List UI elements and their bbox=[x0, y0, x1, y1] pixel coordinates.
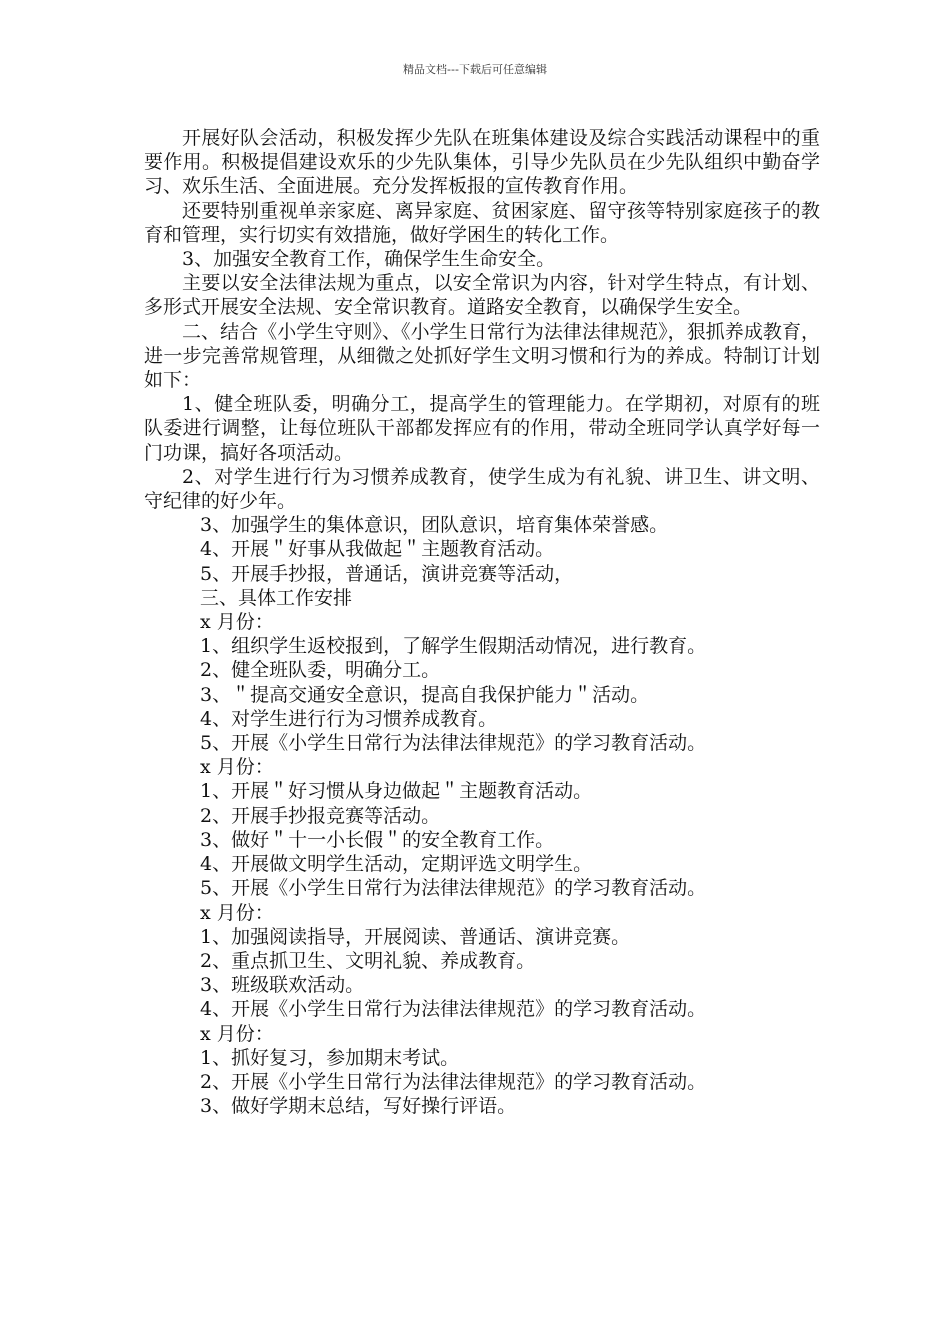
paragraph-item-1: 1、健全班队委，明确分工，提高学生的管理能力。在学期初，对原有的班队委进行调整，让每位班队干部都发挥应有的作用，带动全班同学认真学好每一门功课，搞好各项活动。 bbox=[144, 393, 820, 464]
list-item: 4、开展做文明学生活动，定期评选文明学生。 bbox=[200, 853, 593, 876]
document-body bbox=[144, 126, 820, 1118]
list-item: 3、＂提高交通安全意识，提高自我保护能力＂活动。 bbox=[200, 683, 650, 706]
list-item: 4、开展＂好事从我做起＂主题教育活动。 bbox=[200, 538, 555, 561]
month-heading: x 月份： bbox=[200, 611, 274, 634]
paragraph-section-two: 二、结合《小学生守则》、《小学生日常行为法律法律规范》，狠抓养成教育，进一步完善常规管理，从细微之处抓好学生文明习惯和行为的养成。特制订计划如下： bbox=[144, 320, 820, 392]
list-item: 4、对学生进行行为习惯养成教育。 bbox=[200, 707, 498, 730]
list-item: 2、健全班队委，明确分工。 bbox=[200, 659, 441, 682]
month-heading: x 月份： bbox=[200, 756, 274, 779]
section-heading: 三、具体工作安排 bbox=[200, 586, 353, 609]
list-item: 5、开展《小学生日常行为法律法律规范》的学习教育活动。 bbox=[200, 877, 707, 900]
paragraph-safety-heading: 3、加强安全教育工作，确保学生生命安全。 bbox=[182, 248, 556, 271]
paragraph-team-activities: 开展好队会活动，积极发挥少先队在班集体建设及综合实践活动课程中的重要作用。积极提倡建设欢乐的少先队集体，引导少先队员在少先队组织中勤奋学习、欢乐生活、全面进展。充分发挥板报的宣传教育作用。 bbox=[144, 127, 820, 198]
paragraph-special-families: 还要特别重视单亲家庭、离异家庭、贫困家庭、留守孩等特别家庭孩子的教育和管理，实行切实有效措施，做好学困生的转化工作。 bbox=[144, 199, 820, 246]
month-heading: x 月份： bbox=[200, 901, 274, 924]
list-item: 3、做好＂十一小长假＂的安全教育工作。 bbox=[200, 828, 555, 851]
list-item: 3、班级联欢活动。 bbox=[200, 974, 365, 997]
list-item: 1、加强阅读指导，开展阅读、普通话、演讲竞赛。 bbox=[200, 925, 631, 948]
list-item: 2、开展《小学生日常行为法律法律规范》的学习教育活动。 bbox=[200, 1070, 707, 1093]
list-item: 3、做好学期末总结，写好操行评语。 bbox=[200, 1095, 517, 1118]
list-item: 5、开展手抄报，普通话，演讲竞赛等活动， bbox=[200, 562, 574, 585]
list-item: 3、加强学生的集体意识，团队意识，培育集体荣誉感。 bbox=[200, 514, 669, 537]
list-item: 1、开展＂好习惯从身边做起＂主题教育活动。 bbox=[200, 780, 593, 803]
list-item: 1、组织学生返校报到，了解学生假期活动情况，进行教育。 bbox=[200, 635, 707, 658]
list-item: 2、开展手抄报竞赛等活动。 bbox=[200, 804, 441, 827]
list-item: 4、开展《小学生日常行为法律法律规范》的学习教育活动。 bbox=[200, 998, 707, 1021]
paragraph-item-2: 2、对学生进行行为习惯养成教育，使学生成为有礼貌、讲卫生、讲文明、守纪律的好少年。 bbox=[144, 465, 820, 513]
month-heading: x 月份： bbox=[200, 1022, 274, 1045]
page-header: 精品文档---下载后可任意编辑 bbox=[403, 63, 547, 76]
list-item: 5、开展《小学生日常行为法律法律规范》的学习教育活动。 bbox=[200, 732, 707, 755]
list-item: 1、抓好复习，参加期末考试。 bbox=[200, 1046, 460, 1069]
list-item: 2、重点抓卫生、文明礼貌、养成教育。 bbox=[200, 949, 536, 972]
paragraph-safety-content: 主要以安全法律法规为重点，以安全常识为内容，针对学生特点，有计划、多形式开展安全法规、安全常识教育。道路安全教育，以确保学生安全。 bbox=[144, 272, 820, 319]
